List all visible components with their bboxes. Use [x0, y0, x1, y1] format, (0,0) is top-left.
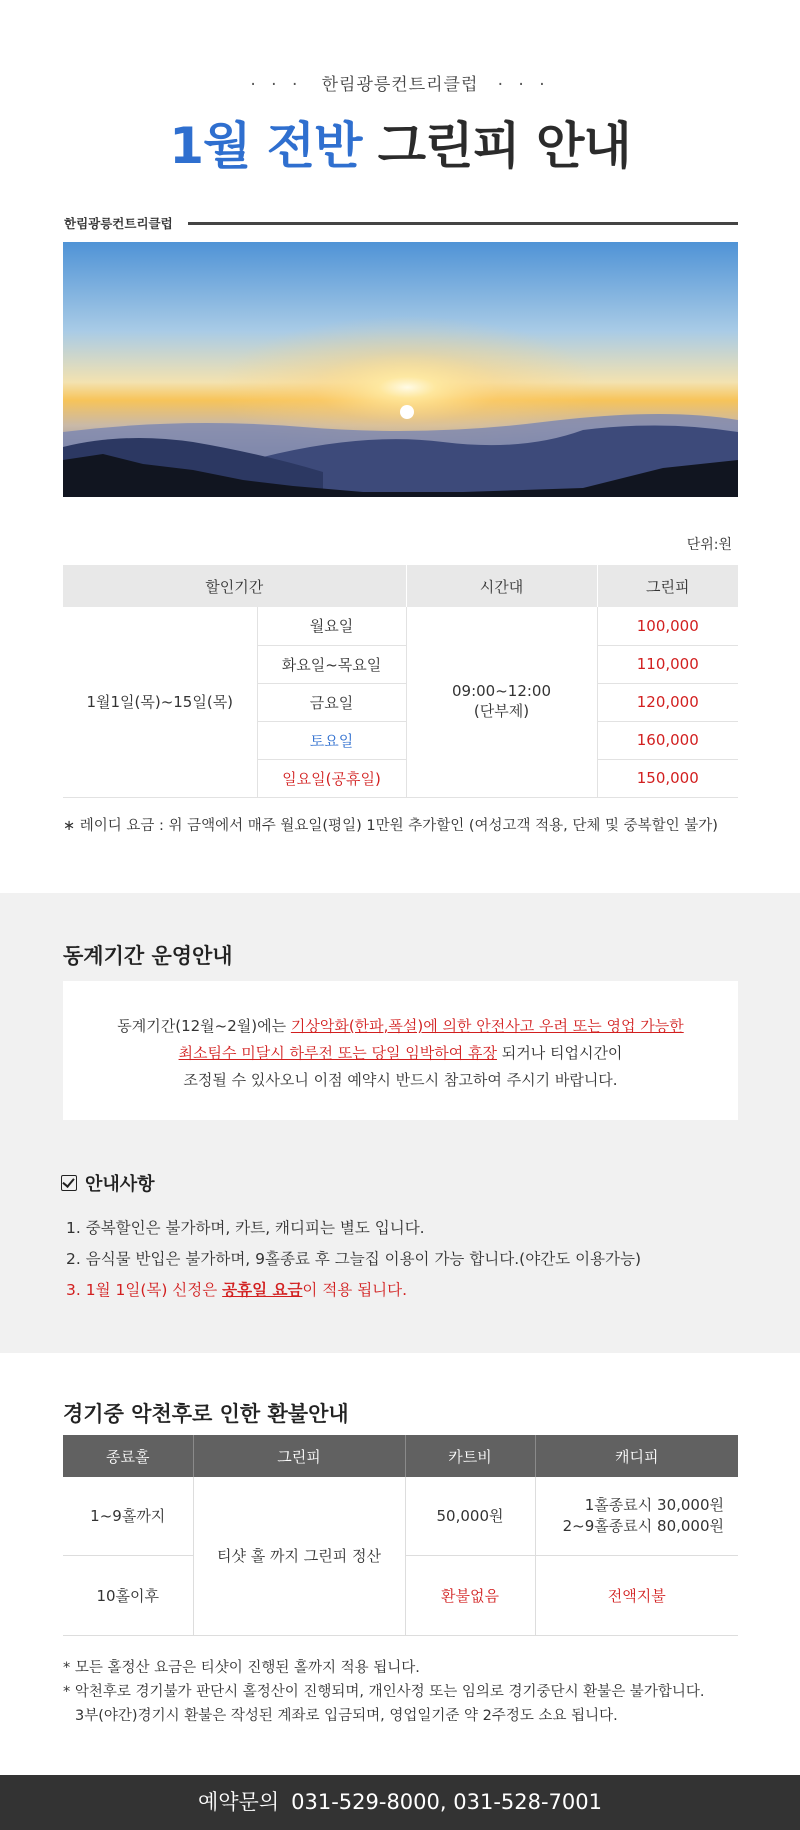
- winter-line-2-text: 되거나 티업시간이: [496, 1044, 623, 1062]
- list-item-text: 1월 1일(목) 신정은: [85, 1281, 223, 1299]
- reservation-phones[interactable]: 031-529-8000, 031-528-7001: [291, 1790, 603, 1814]
- header-cart: 카트비: [405, 1435, 535, 1477]
- refund-note-1: * 모든 홀정산 요금은 티샷이 진행된 홀까지 적용 됩니다.: [63, 1660, 420, 1676]
- hole-cell: 10홀이후: [63, 1555, 193, 1635]
- list-item-number: 3.: [66, 1281, 86, 1299]
- list-item: [66, 1278, 641, 1309]
- reservation-footer: [0, 1775, 800, 1830]
- refund-title: 경기중 악천후로 인한 환불안내: [63, 1402, 349, 1426]
- header-greenfee: 그린피: [193, 1435, 405, 1477]
- divider: [188, 222, 738, 225]
- caddie-cell: [535, 1477, 738, 1555]
- title-rest: 그린피 안내: [377, 117, 631, 175]
- refund-header-row: [63, 1435, 738, 1477]
- greenfee-cell: 티샷 홀 까지 그린피 정산: [193, 1477, 405, 1635]
- time-cell: [406, 607, 597, 797]
- lady-fee-note: ∗ 레이디 요금 : 위 금액에서 매주 월요일(평일) 1만원 추가할인 (여성고객 적용, 단체 및 중복할인 불가): [63, 818, 718, 834]
- header-period: 할인기간: [63, 565, 406, 607]
- caddie-line-1: 1홀종료시 30,000원: [584, 1495, 724, 1514]
- day-cell-sunday: 일요일(공휴일): [257, 759, 406, 797]
- fee-cell: 160,000: [597, 721, 738, 759]
- hole-cell: 1~9홀까지: [63, 1477, 193, 1555]
- notice-title-text: 안내사항: [85, 1174, 155, 1195]
- winter-notice-box: [63, 981, 738, 1120]
- winter-title: 동계기간 운영안내: [63, 944, 233, 968]
- header-end-hole: 종료홀: [63, 1435, 193, 1477]
- notice-title: [61, 1170, 155, 1196]
- notice-list: [66, 1216, 641, 1309]
- day-cell: 금요일: [257, 683, 406, 721]
- refund-note-2: * 악천후로 경기불가 판단시 홀정산이 진행되며, 개인사정 또는 임의로 경기중단시 환불은 불가합니다.: [63, 1684, 705, 1700]
- winter-line-1: [63, 1013, 738, 1040]
- header-time: 시간대: [406, 565, 597, 607]
- refund-notes: [63, 1656, 704, 1728]
- cart-cell: 환불없음: [405, 1555, 535, 1635]
- brand-line: [64, 214, 738, 234]
- header-fee: 그린피: [597, 565, 738, 607]
- dots-right: · · ·: [497, 75, 550, 95]
- winter-line-1-text: 동계기간(12월~2월)에는: [117, 1017, 291, 1035]
- fee-cell: 120,000: [597, 683, 738, 721]
- brand-line-label: 한림광릉컨트리클럽: [64, 216, 173, 231]
- refund-note-3: 3부(야간)경기시 환불은 작성된 계좌로 입금되며, 영업일기준 약 2주정도 소요 됩니다.: [75, 1708, 618, 1724]
- list-item-text-end: 이 적용 됩니다.: [302, 1281, 408, 1299]
- table-row: [63, 607, 738, 645]
- refund-table: [63, 1435, 738, 1636]
- sunrise-photo: [63, 242, 738, 497]
- winter-line-1-warning: 기상악화(한파,폭설)에 의한 안전사고 우려 또는 영업 가능한: [290, 1017, 684, 1035]
- header-caddie: 캐디피: [535, 1435, 738, 1477]
- dots-left: · · ·: [250, 75, 303, 95]
- day-cell-saturday: 토요일: [257, 721, 406, 759]
- page-title: [0, 106, 800, 178]
- day-cell: 화요일~목요일: [257, 645, 406, 683]
- fee-cell: 100,000: [597, 607, 738, 645]
- table-row: [63, 1477, 738, 1555]
- title-highlight: 1월 전반: [169, 117, 362, 175]
- winter-line-2-warning: 최소팀수 미달시 하루전 또는 당일 임박하여 휴장: [178, 1044, 497, 1062]
- time-note: (단부제): [473, 702, 530, 721]
- unit-label: 단위:원: [686, 537, 732, 553]
- winter-line-2: [63, 1040, 738, 1067]
- winter-line-3: 조정될 수 있사오니 이점 예약시 반드시 참고하여 주시기 바랍니다.: [183, 1071, 618, 1089]
- list-item-emphasis: 공휴일 요금: [222, 1281, 303, 1299]
- fee-header-row: [63, 565, 738, 607]
- sunrise-image: [63, 242, 738, 497]
- time-range: 09:00~12:00: [451, 682, 552, 701]
- day-cell: 월요일: [257, 607, 406, 645]
- fee-cell: 150,000: [597, 759, 738, 797]
- fee-cell: 110,000: [597, 645, 738, 683]
- sub-brand: [0, 70, 800, 95]
- reservation-label: 예약문의: [197, 1790, 280, 1814]
- list-item: 1. 중복할인은 불가하며, 카트, 캐디피는 별도 입니다.: [66, 1219, 425, 1237]
- list-item: 2. 음식물 반입은 불가하며, 9홀종료 후 그늘집 이용이 가능 합니다.(야간도 이용가능): [66, 1250, 642, 1268]
- sub-brand-text: 한림광릉컨트리클럽: [321, 75, 479, 95]
- checkbox-icon: [61, 1175, 77, 1191]
- caddie-cell: 전액지불: [535, 1555, 738, 1635]
- cart-cell: 50,000원: [405, 1477, 535, 1555]
- green-fee-table: [63, 565, 738, 798]
- period-cell: 1월1일(목)~15일(목): [63, 607, 257, 797]
- caddie-line-2: 2~9홀종료시 80,000원: [562, 1516, 724, 1535]
